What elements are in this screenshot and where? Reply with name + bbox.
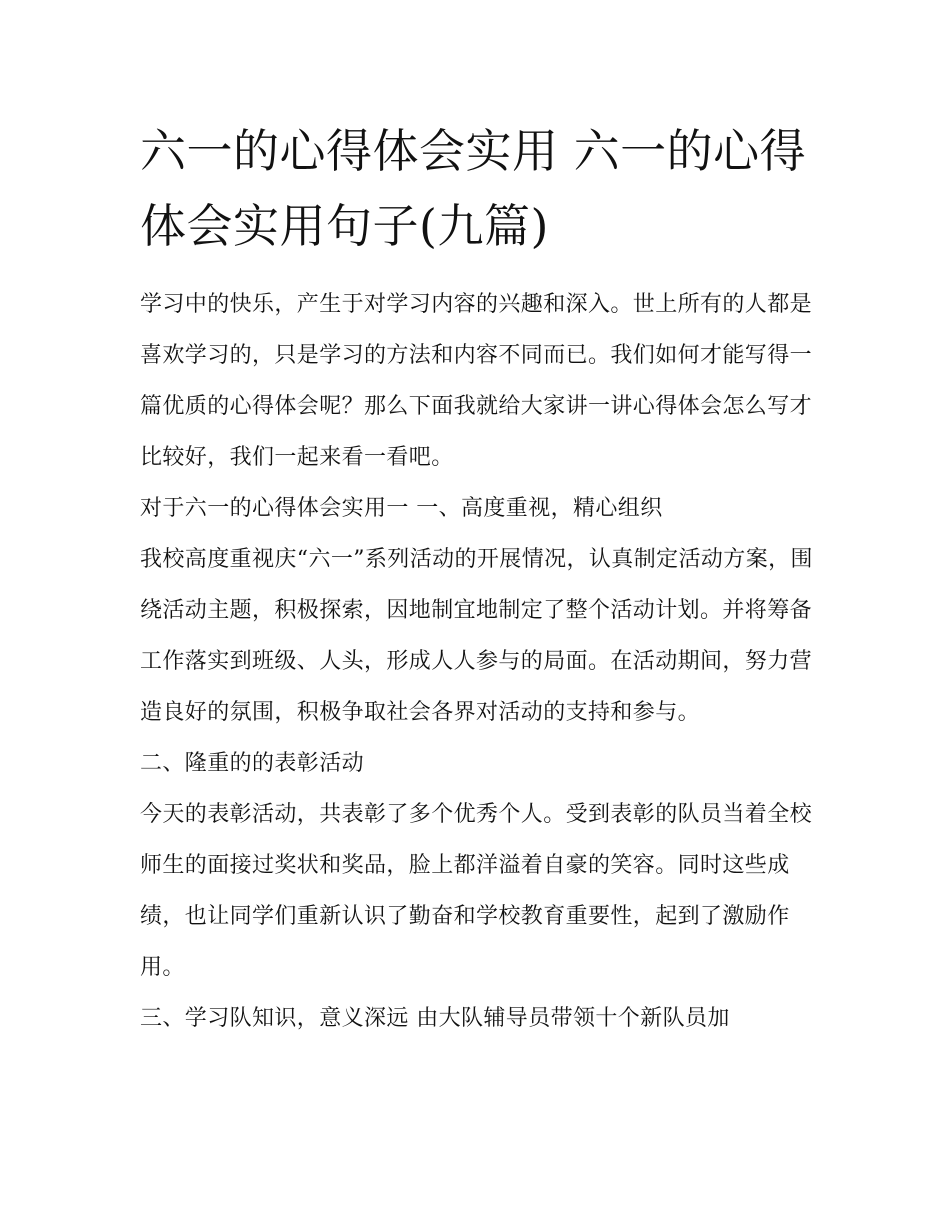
section-heading-2: 二、隆重的的表彰活动 — [140, 751, 365, 776]
document-title: 六一的心得体会实用 六一的心得体会实用句子(九篇) — [140, 124, 807, 253]
section-paragraph-2: 今天的表彰活动，共表彰了多个优秀个人。受到表彰的队员当着全校师生的面接过奖状和奖品，脸上都洋溢着自豪的笑容。同时这些成绩，也让同学们重新认识了勤奋和学校教育重要性，起到了激励作用。 — [140, 802, 813, 980]
document-body — [140, 279, 820, 1044]
intro-paragraph: 学习中的快乐，产生于对学习内容的兴趣和深入。世上所有的人都是喜欢学习的，只是学习的方法和内容不同而已。我们如何才能写得一篇优质的心得体会呢？那么下面我就给大家讲一讲心得体会怎么写才比较好，我们一起来看一看吧。 — [140, 292, 813, 470]
section-paragraph-1: 我校高度重视庆“六一”系列活动的开展情况，认真制定活动方案，围绕活动主题，积极探索，因地制宜地制定了整个活动计划。并将筹备工作落实到班级、人头，形成人人参与的局面。在活动期间，努力营造良好的氛围，积极争取社会各界对活动的支持和参与。 — [140, 547, 813, 725]
section-heading-3: 三、学习队知识，意义深远 由大队辅导员带领十个新队员加 — [140, 1006, 730, 1031]
section-heading-1: 对于六一的心得体会实用一 一、高度重视，精心组织 — [140, 496, 663, 521]
